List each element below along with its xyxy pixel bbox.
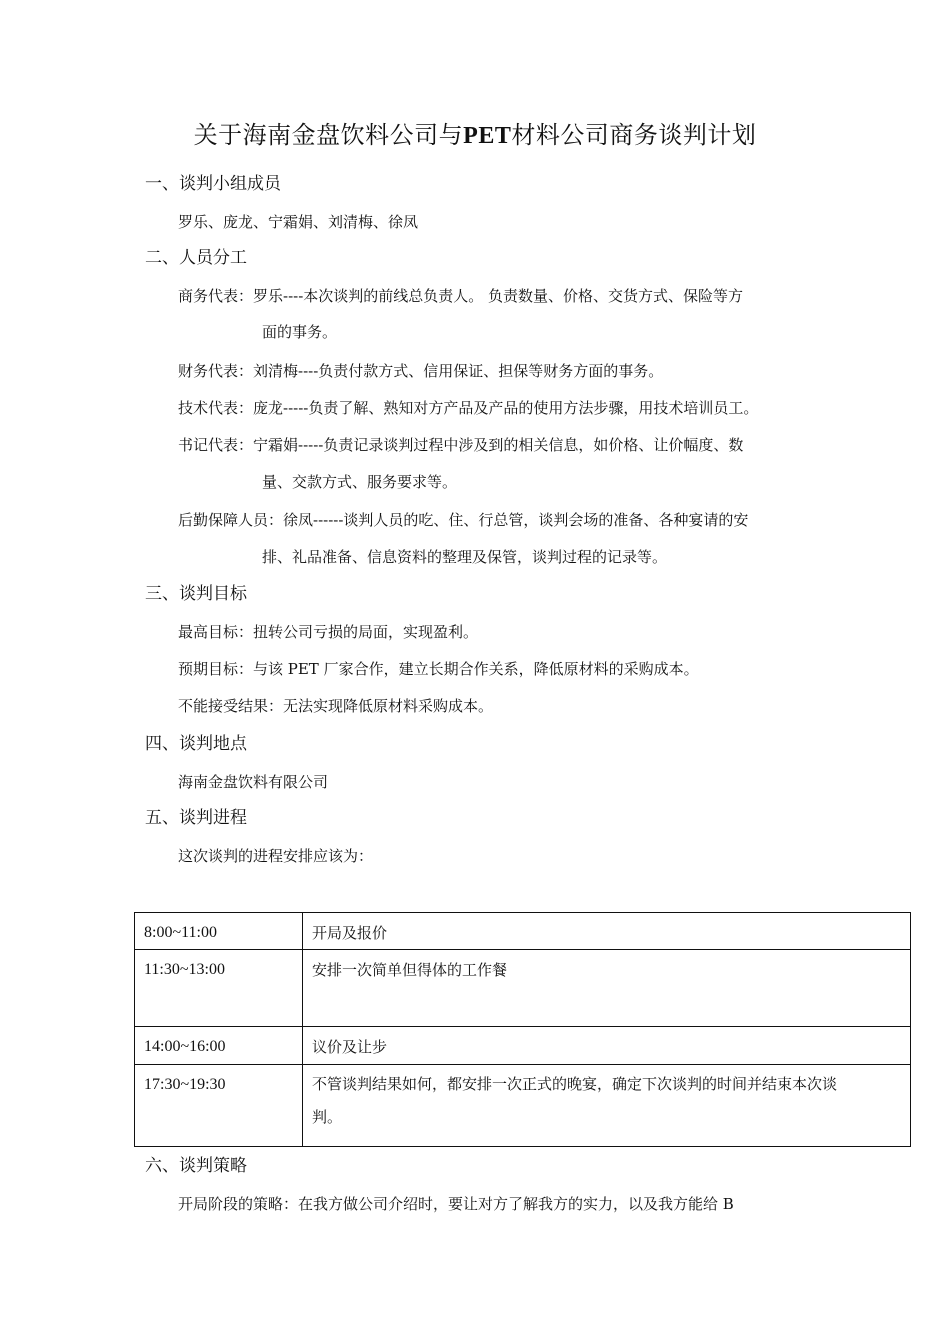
- schedule-activity: 开局及报价: [303, 913, 911, 950]
- schedule-activity-line1: 不管谈判结果如何，都安排一次正式的晚宴，确定下次谈判的时间并结束本次谈: [312, 1075, 838, 1093]
- section-heading-location: 四、谈判地点: [145, 734, 247, 754]
- title-part-2: 材料公司商务谈判计划: [511, 121, 757, 149]
- table-row: [135, 950, 911, 1027]
- role-clerk-line1: 书记代表：宁霜娟-----负责记录谈判过程中涉及到的相关信息，如价格、让价幅度、数: [178, 436, 744, 454]
- title-part-pet: PET: [463, 123, 512, 149]
- goal-expected: 预期目标：与该 PET 厂家合作，建立长期合作关系，降低原材料的采购成本。: [178, 660, 699, 678]
- goal-unacceptable: 不能接受结果：无法实现降低原材料采购成本。: [178, 697, 494, 715]
- role-logistics-line1: 后勤保障人员：徐凤------谈判人员的吃、住、行总管，谈判会场的准备、各种宴请的安: [178, 511, 749, 529]
- members-list: 罗乐、庞龙、宁霜娟、刘清梅、徐凤: [178, 213, 419, 231]
- schedule-time: 8:00~11:00: [135, 913, 303, 950]
- schedule-activity: 议价及让步: [303, 1027, 911, 1065]
- location-text: 海南金盘饮料有限公司: [178, 773, 329, 791]
- role-clerk-line2: 量、交款方式、服务要求等。: [262, 473, 458, 491]
- section-heading-strategy: 六、谈判策略: [145, 1156, 247, 1176]
- role-business-line2: 面的事务。: [262, 323, 338, 341]
- role-logistics-line2: 排、礼品准备、信息资料的整理及保管，谈判过程的记录等。: [262, 548, 668, 566]
- role-tech: 技术代表：庞龙-----负责了解、熟知对方产品及产品的使用方法步骤，用技术培训员工。: [178, 399, 759, 417]
- role-business-line1: 商务代表：罗乐----本次谈判的前线总负责人。 负责数量、价格、交货方式、保险等方: [178, 287, 744, 305]
- schedule-time: 14:00~16:00: [135, 1027, 303, 1065]
- process-intro: 这次谈判的进程安排应该为：: [178, 847, 374, 865]
- table-row: [135, 1027, 911, 1065]
- schedule-table: [134, 912, 911, 1147]
- schedule-activity: 安排一次简单但得体的工作餐: [303, 950, 911, 1027]
- section-heading-goals: 三、谈判目标: [145, 584, 247, 604]
- document-title: [0, 118, 950, 153]
- section-heading-roles: 二、人员分工: [145, 248, 247, 268]
- goal-highest: 最高目标：扭转公司亏损的局面，实现盈利。: [178, 623, 479, 641]
- role-finance: 财务代表：刘清梅----负责付款方式、信用保证、担保等财务方面的事务。: [178, 362, 664, 380]
- table-row: [135, 1065, 911, 1147]
- schedule-activity: [303, 1065, 911, 1147]
- strategy-opening: 开局阶段的策略：在我方做公司介绍时，要让对方了解我方的实力，以及我方能给 B: [178, 1195, 734, 1213]
- schedule-time: 11:30~13:00: [135, 950, 303, 1027]
- schedule-activity-line2: 判。: [312, 1108, 343, 1126]
- section-heading-members: 一、谈判小组成员: [145, 174, 281, 194]
- title-part-1: 关于海南金盘饮料公司与: [193, 121, 464, 149]
- table-row: [135, 913, 911, 950]
- schedule-time: 17:30~19:30: [135, 1065, 303, 1147]
- section-heading-process: 五、谈判进程: [145, 808, 247, 828]
